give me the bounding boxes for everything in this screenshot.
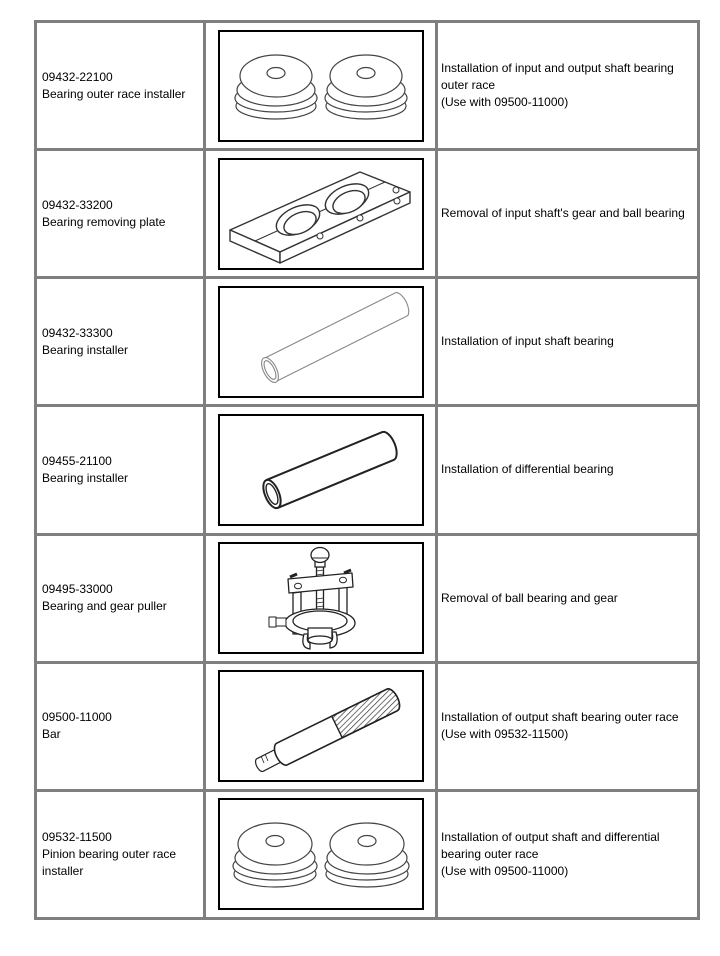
tool-illustration-frame xyxy=(218,542,424,654)
tool-use-cell xyxy=(438,151,697,276)
tool-name: Bearing outer race installer xyxy=(42,86,186,101)
tool-illustration-frame xyxy=(218,414,424,526)
tool-code: 09432-33200 xyxy=(42,197,113,212)
tool-use-line: Installation of output shaft bearing outer race xyxy=(441,710,679,725)
tool-code: 09500-11000 xyxy=(42,710,112,725)
tool-use-cell xyxy=(438,279,697,404)
tool-use-line: (Use with 09532-11500) xyxy=(441,727,569,742)
tool-code: 09495-33000 xyxy=(42,582,113,597)
pinion-bearing-outer-race-installer-pair-icon xyxy=(220,800,422,908)
tool-image-cell xyxy=(206,792,435,917)
tool-image-cell xyxy=(206,279,435,404)
bar-icon xyxy=(220,672,422,780)
tool-use-line: Installation of input and output shaft bearing outer race xyxy=(441,61,674,93)
tool-use-line: Installation of differential bearing xyxy=(441,462,614,477)
tool-use-line: Removal of input shaft's gear and ball bearing xyxy=(441,206,685,221)
tool-id-cell xyxy=(37,407,203,532)
tool-id-cell xyxy=(37,536,203,661)
tool-use-line: (Use with 09500-11000) xyxy=(441,95,569,110)
bearing-installer-tube-icon xyxy=(220,288,422,396)
tool-image-cell xyxy=(206,536,435,661)
tool-image-cell xyxy=(206,664,435,789)
tool-code: 09432-33300 xyxy=(42,325,113,340)
tool-name: Bearing removing plate xyxy=(42,214,166,229)
tool-name: Bearing installer xyxy=(42,470,129,485)
tool-name: Bearing installer xyxy=(42,342,129,357)
tool-use-cell xyxy=(438,23,697,148)
tool-code: 09455-21100 xyxy=(42,453,112,468)
bearing-outer-race-installer-pair-icon xyxy=(220,32,422,140)
tool-id-cell xyxy=(37,23,203,148)
bearing-and-gear-puller-icon xyxy=(220,544,422,652)
tool-code: 09532-11500 xyxy=(42,829,112,844)
special-tools-table xyxy=(34,20,700,920)
tool-use-line: Installation of input shaft bearing xyxy=(441,334,614,349)
tool-image-cell xyxy=(206,151,435,276)
tool-id-cell xyxy=(37,664,203,789)
tool-illustration-frame xyxy=(218,798,424,910)
tool-use-cell xyxy=(438,792,697,917)
tool-image-cell xyxy=(206,23,435,148)
tool-use-cell xyxy=(438,536,697,661)
tool-name: Bearing and gear puller xyxy=(42,599,167,614)
tool-image-cell xyxy=(206,407,435,532)
tool-id-cell xyxy=(37,151,203,276)
tool-name: Pinion bearing outer race installer xyxy=(42,846,177,878)
bearing-installer-sleeve-icon xyxy=(220,416,422,524)
bearing-removing-plate-icon xyxy=(220,160,422,268)
tool-name: Bar xyxy=(42,727,61,742)
tool-use-cell xyxy=(438,407,697,532)
tool-use-line: (Use with 09500-11000) xyxy=(441,863,569,878)
tool-id-cell xyxy=(37,279,203,404)
tool-use-cell xyxy=(438,664,697,789)
tool-use-line: Installation of output shaft and differential bearing outer race xyxy=(441,829,660,861)
tool-illustration-frame xyxy=(218,286,424,398)
tool-use-line: Removal of ball bearing and gear xyxy=(441,590,618,605)
tool-id-cell xyxy=(37,792,203,917)
tool-code: 09432-22100 xyxy=(42,69,113,84)
tool-illustration-frame xyxy=(218,30,424,142)
tool-illustration-frame xyxy=(218,158,424,270)
tool-illustration-frame xyxy=(218,670,424,782)
